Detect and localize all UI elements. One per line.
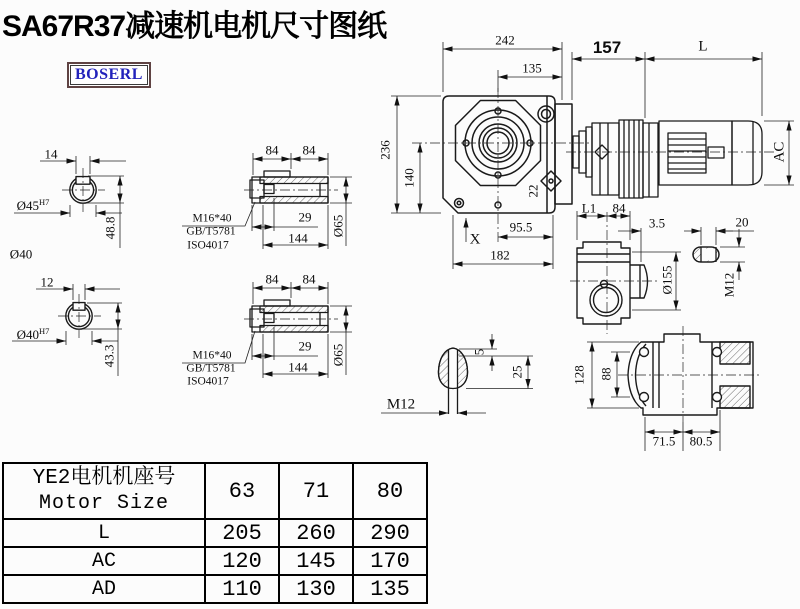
dim-base-95-5: 95.5 (509, 219, 533, 235)
value-AD-80: 135 (353, 575, 427, 603)
dim-shaft2-bore-dia (17, 327, 50, 341)
dim-side-thread-M12: M12 (721, 272, 737, 298)
brand-logo (67, 62, 151, 88)
dim-bottom-128: 128 (571, 365, 587, 385)
dim-key-thread-M12: M12 (386, 396, 416, 413)
table-header-cn: YE2电机机座号 (32, 467, 176, 491)
dim-motor-length-L: L (698, 38, 708, 55)
value-AC-63: 120 (205, 547, 279, 575)
dim-base-182: 182 (490, 247, 510, 263)
table-row-AC (3, 547, 427, 575)
value-AD-63: 110 (205, 575, 279, 603)
dim-side-dia-155: Ø155 (659, 265, 675, 295)
table-header-size-71: 71 (279, 463, 353, 519)
table-header-en: Motor Size (38, 491, 170, 515)
value-AC-71: 145 (279, 547, 353, 575)
dim-bush1-a1: 84 (265, 142, 279, 158)
table-row-L (3, 519, 427, 547)
dim-shaft1-keyway-width: 14 (44, 146, 58, 162)
dim-shaft1-key-height: 48.8 (102, 216, 118, 240)
value-AD-71: 130 (279, 575, 353, 603)
value-L-80: 290 (353, 519, 427, 547)
table-header-size-80: 80 (353, 463, 427, 519)
dim-shaft1-bore-tolerance: H7 (39, 196, 50, 207)
table-header-label-cell (3, 463, 205, 519)
dim-bush1-a2: 84 (302, 142, 316, 158)
motor-size-table (2, 462, 428, 604)
dim-key-depth-5: 5 (471, 348, 487, 356)
dim-bush1-depth: 29 (298, 209, 312, 225)
brand-logo-text: BOSERL (70, 65, 148, 85)
dim-motor-dia-AC: AC (771, 141, 788, 163)
dim-side-gap-3-5: 3.5 (648, 215, 666, 231)
dim-bottom-71-5: 71.5 (652, 433, 676, 449)
dim-shaft2-key-height: 43.3 (101, 344, 117, 368)
table-header-size-63: 63 (205, 463, 279, 519)
dim-shaft2-bore-tolerance: H7 (39, 325, 50, 336)
label-bush1-standard1: GB/T5781 (186, 225, 236, 238)
dim-main-width-242: 242 (495, 32, 515, 48)
dim-shaft1-alt-dia: Ø40 (9, 246, 33, 262)
value-L-71: 260 (279, 519, 353, 547)
table-header-row (3, 463, 427, 519)
dim-bush1-length: 144 (288, 230, 308, 246)
dim-bush1-dia: Ø65 (330, 214, 346, 238)
page-title: SA67R37减速机电机尺寸图纸 (2, 10, 387, 43)
dim-shaft1-bore-dia-value: Ø45 (16, 198, 39, 214)
dim-bush2-a1: 84 (265, 271, 279, 287)
row-label-AD: AD (3, 575, 205, 603)
dim-shaft2-bore-dia-value: Ø40 (16, 327, 39, 343)
dim-main-center-140: 140 (401, 168, 417, 188)
dim-bottom-88: 88 (598, 367, 614, 381)
dim-shaft2-keyway-width: 12 (40, 274, 54, 290)
dim-bush2-depth: 29 (298, 338, 312, 354)
table-row-AD (3, 575, 427, 603)
row-label-L: L (3, 519, 205, 547)
dim-shaft1-bore-dia (17, 198, 50, 212)
dim-main-half-135: 135 (522, 60, 542, 76)
label-bush2-standard2: ISO4017 (187, 375, 229, 388)
dim-side-slot-20: 20 (735, 214, 749, 230)
dim-bush2-a2: 84 (302, 271, 316, 287)
dim-main-height-236: 236 (377, 140, 393, 160)
label-bush1-screw: M16*40 (192, 212, 232, 225)
dim-x-mark: X (469, 231, 481, 248)
dim-adapter-157: 157 (592, 38, 622, 57)
dim-plug-22: 22 (525, 184, 541, 198)
row-label-AC: AC (3, 547, 205, 575)
dim-key-height-25: 25 (509, 365, 525, 379)
dim-bottom-80-5: 80.5 (689, 433, 713, 449)
value-AC-80: 170 (353, 547, 427, 575)
label-bush2-standard1: GB/T5781 (186, 362, 236, 375)
dim-side-L1: L1 (581, 200, 597, 216)
dim-bush2-length: 144 (288, 359, 308, 375)
label-bush1-standard2: ISO4017 (187, 239, 229, 252)
label-bush2-screw: M16*40 (192, 349, 232, 362)
dim-side-84: 84 (612, 200, 626, 216)
value-L-63: 205 (205, 519, 279, 547)
dim-bush2-dia: Ø65 (330, 343, 346, 367)
